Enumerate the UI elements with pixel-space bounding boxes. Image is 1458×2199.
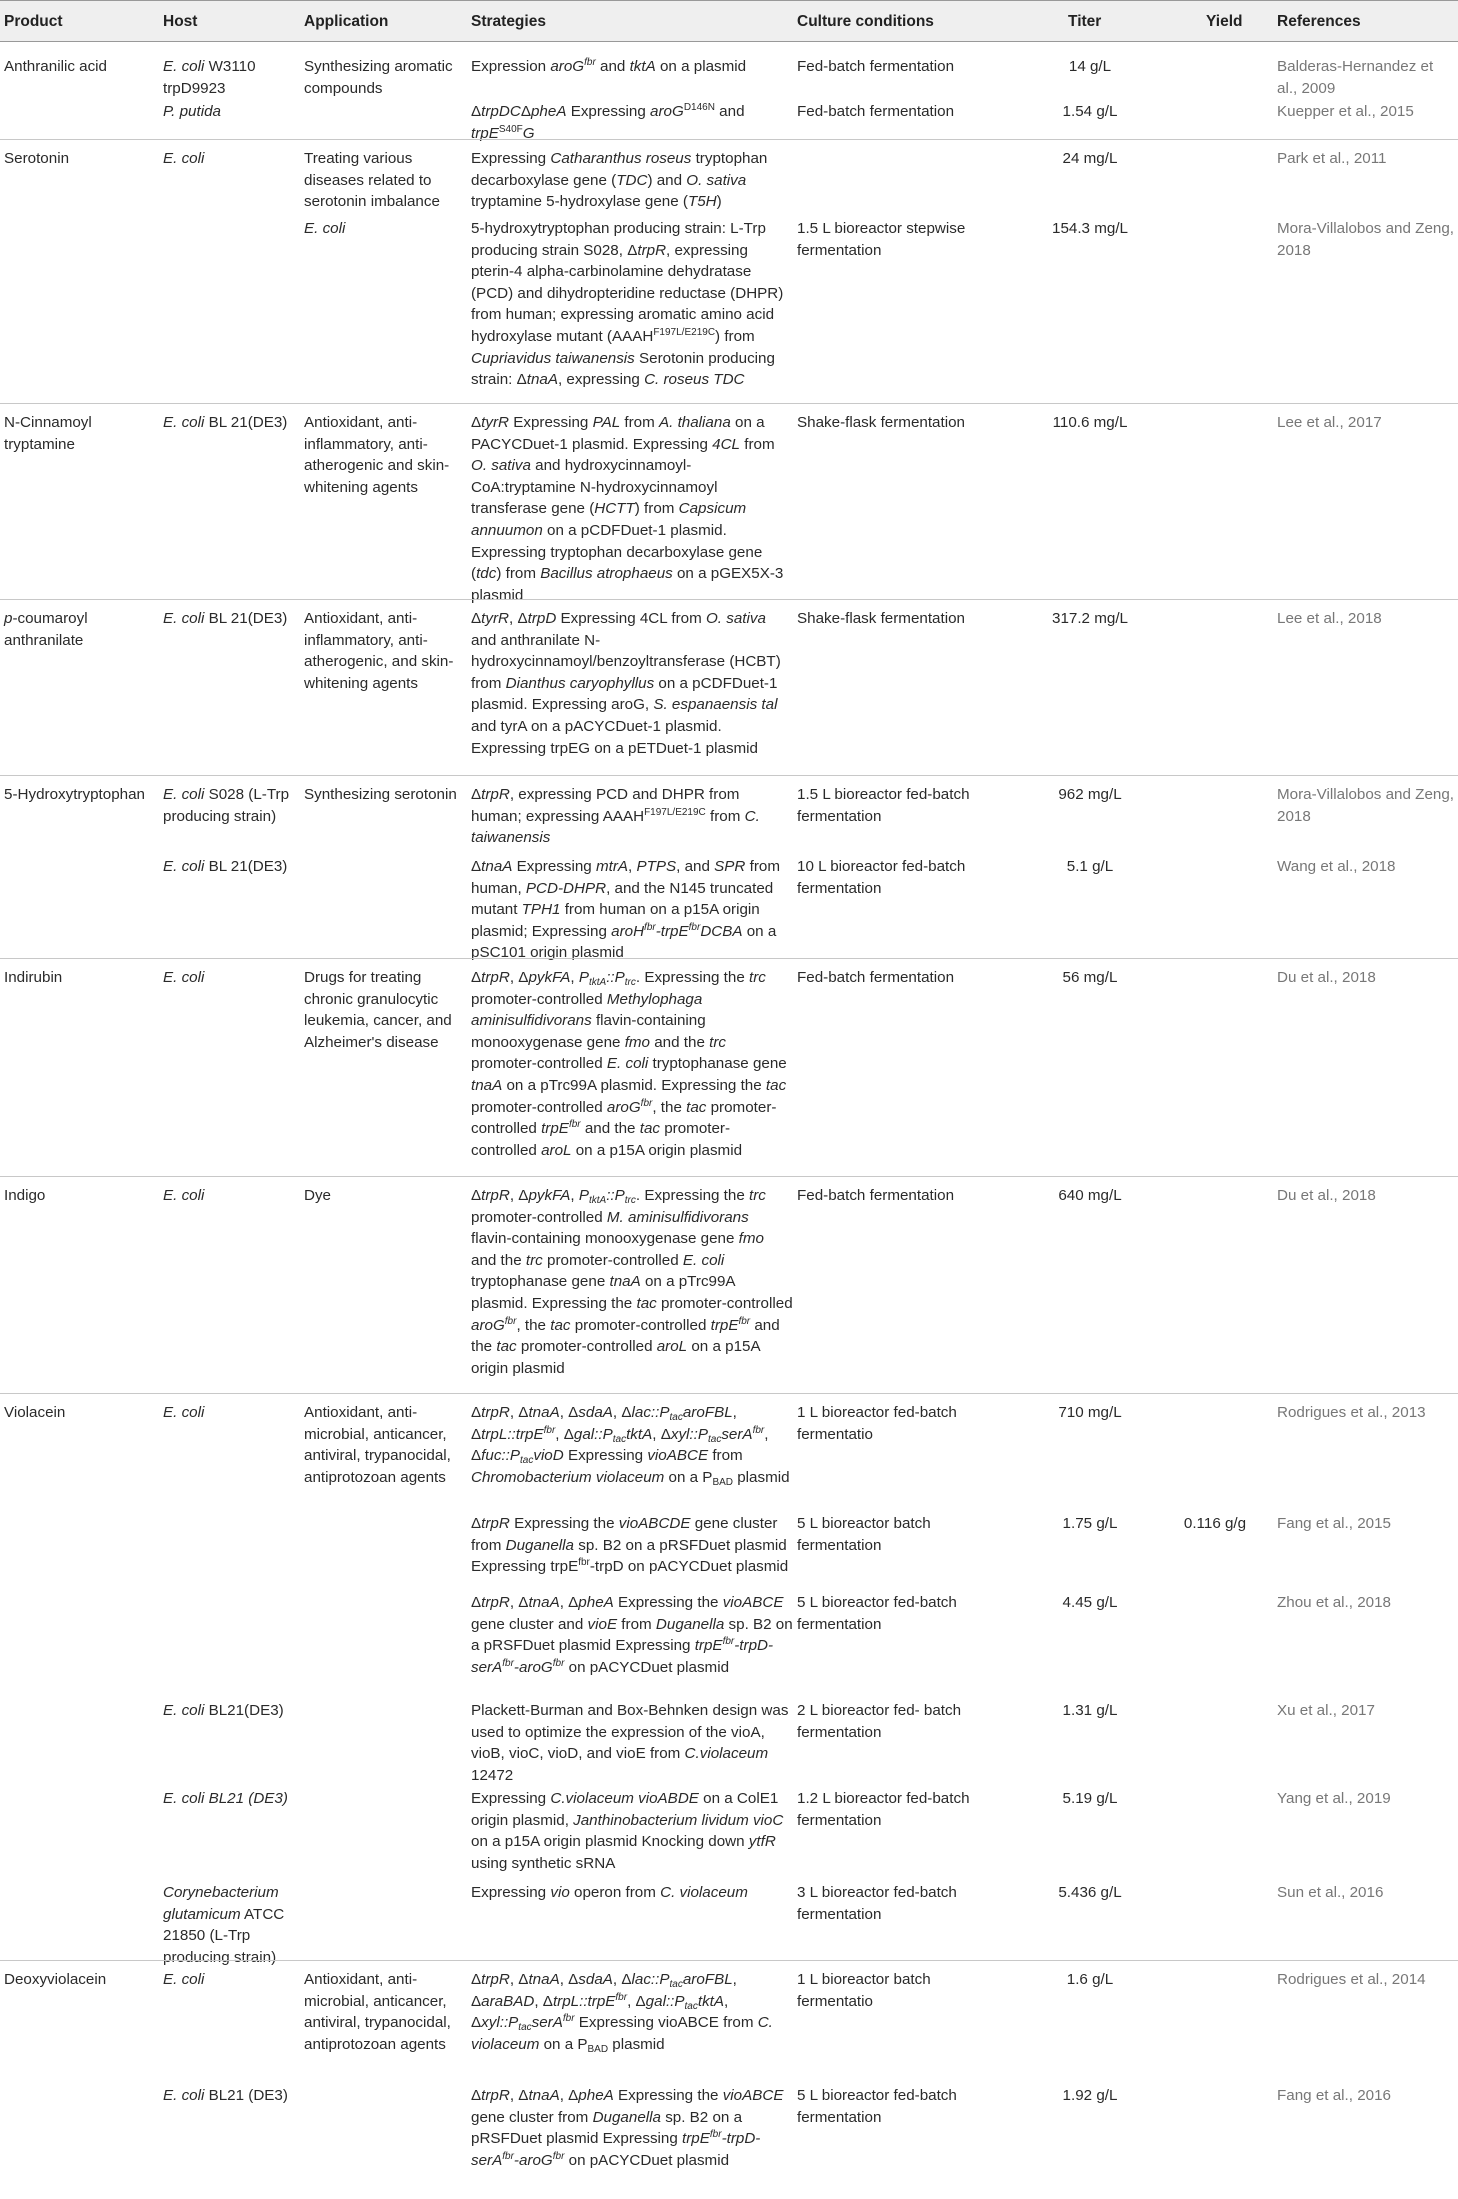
cell-host: E. coli bbox=[163, 150, 205, 167]
cell-strategies: Expression aroG$^{fbr}$ and tktA on a plasmid bbox=[471, 57, 747, 75]
cell-titer: 56 mg/L bbox=[1062, 969, 1118, 986]
cell-culture: Fed-batch fermentation bbox=[797, 1187, 955, 1204]
cell-reference: Kuepper et al., 2015 bbox=[1277, 103, 1414, 120]
cell-product: Indirubin bbox=[4, 969, 63, 986]
cell-culture: 1.2 L bioreactor fed-batch fermentation bbox=[797, 1790, 970, 1829]
cell-titer: 5.1 g/L bbox=[1066, 858, 1114, 875]
table-header bbox=[0, 0, 1458, 42]
cell-product: Deoxyviolacein bbox=[4, 1971, 107, 1988]
cell-culture: 5 L bioreactor fed-batch fermentation bbox=[797, 1594, 957, 1633]
cell-strategies: ΔtrpR, ΔpykFA, $P_{tktA}::P_{trc}$. Expressing the trc promoter-controlled M. aminisulfidivorans flavin-containing monooxygenase gene fmo and the trc promoter-controlled E. coli tryptophanase gene tnaA on a pTrc99A plasmid. Expressing the tac promoter-controlled aroG$^{fbr}$, the tac promoter-controlled trpE$^{fbr}$ and the tac promoter-controlled aroL on a p15A origin plasmid bbox=[471, 1187, 793, 1377]
cell-strategies: ΔtyrR, ΔtrpD Expressing 4CL from O. sativa and anthranilate N-hydroxycinnamoyl/benzoyltransferase (HCBT) from Dianthus caryophyllus on a pCDFDuet-1 plasmid. Expressing aroG, S. espanaensis tal and tyrA on a pACYCDuet-1 plasmid. Expressing trpEG on a pETDuet-1 plasmid bbox=[471, 610, 781, 757]
cell-product: Anthranilic acid bbox=[4, 58, 107, 75]
cell-reference: Yang et al., 2019 bbox=[1277, 1790, 1391, 1807]
cell-host: E. coli BL 21(DE3) bbox=[163, 610, 288, 627]
cell-product: p-coumaroyl anthranilate bbox=[4, 610, 88, 649]
cell-culture: 5 L bioreactor batch fermentation bbox=[797, 1515, 931, 1554]
cell-application: Synthesizing serotonin bbox=[304, 786, 457, 803]
cell-culture: 1.5 L bioreactor fed-batch fermentation bbox=[797, 786, 970, 825]
header-product: Product bbox=[4, 13, 63, 30]
cell-reference: Park et al., 2011 bbox=[1277, 150, 1387, 167]
cell-host: E. coli BL 21(DE3) bbox=[163, 858, 288, 875]
cell-titer: 1.92 g/L bbox=[1062, 2087, 1118, 2104]
cell-reference: Balderas-Hernandez et al., 2009 bbox=[1277, 58, 1434, 97]
cell-titer: 640 mg/L bbox=[1058, 1187, 1122, 1204]
cell-reference: Rodrigues et al., 2013 bbox=[1277, 1404, 1426, 1421]
cell-host: E. coli BL21(DE3) bbox=[163, 1702, 284, 1719]
cell-strategies: Expressing Catharanthus roseus tryptophan decarboxylase gene (TDC) and O. sativa tryptamine 5-hydroxylase gene (T5H) bbox=[471, 150, 768, 211]
row-divider bbox=[0, 1960, 1458, 1961]
cell-reference: Sun et al., 2016 bbox=[1277, 1884, 1384, 1901]
cell-titer: 5.19 g/L bbox=[1062, 1790, 1118, 1807]
cell-host: Corynebacterium glutamicum ATCC 21850 (L-Trp producing strain) bbox=[163, 1884, 285, 1966]
header-application: Application bbox=[304, 13, 389, 30]
cell-strategies: ΔtrpDCΔpheA Expressing aroG$^{D146N}$ and trpE$^{S40F}$G bbox=[471, 102, 745, 142]
row-divider bbox=[0, 1393, 1458, 1394]
cell-culture: 3 L bioreactor fed-batch fermentation bbox=[797, 1884, 957, 1923]
cell-host: P. putida bbox=[163, 103, 221, 120]
cell-strategies: 5-hydroxytryptophan producing strain: L-Trp producing strain S028, ΔtrpR, expressing pterin-4 alpha-carbinolamine dehydratase (PCD) and dihydropteridine reductase (DHPR) from human; expressing aromatic amino acid hydroxylase mutant $(AAAH^{F197L/E219C})$ from Cupriavidus taiwanensis Serotonin producing strain: ΔtnaA, expressing C. roseus TDC bbox=[471, 220, 784, 389]
header-yield: Yield bbox=[1206, 13, 1243, 30]
cell-culture: 10 L bioreactor fed-batch fermentation bbox=[797, 858, 966, 897]
cell-host: E. coli BL21 (DE3) bbox=[163, 2087, 288, 2104]
cell-application: Antioxidant, anti-inflammatory, anti-atherogenic, and skin-whitening agents bbox=[304, 610, 454, 692]
cell-reference: Xu et al., 2017 bbox=[1277, 1702, 1375, 1719]
cell-culture: 2 L bioreactor fed- batch fermentation bbox=[797, 1702, 962, 1741]
cell-host: E. coli bbox=[163, 1971, 205, 1988]
cell-titer: 4.45 g/L bbox=[1062, 1594, 1118, 1611]
row-divider bbox=[0, 958, 1458, 959]
cell-reference: Du et al., 2018 bbox=[1277, 969, 1376, 986]
cell-titer: 962 mg/L bbox=[1058, 786, 1122, 803]
cell-titer: 24 mg/L bbox=[1062, 150, 1118, 167]
cell-application: E. coli bbox=[304, 220, 346, 237]
cell-culture: Shake-flask fermentation bbox=[797, 610, 965, 627]
cell-strategies: ΔtrpR Expressing the vioABCDE gene cluster from Duganella sp. B2 on a pRSFDuet plasmid Expressing trpE$^{fbr}$-trpD on pACYCDuet plasmid bbox=[471, 1515, 789, 1576]
row-divider bbox=[0, 1176, 1458, 1177]
row-divider bbox=[0, 403, 1458, 404]
cell-application: Antioxidant, anti-microbial, anticancer, antiviral, trypanocidal, antiprotozoan agents bbox=[304, 1404, 451, 1486]
cell-culture: Fed-batch fermentation bbox=[797, 103, 955, 120]
cell-strategies: Expressing C.violaceum vioABDE on a ColE1 origin plasmid, Janthinobacterium lividum vioC on a p15A origin plasmid Knocking down ytfR using synthetic sRNA bbox=[471, 1790, 784, 1872]
cell-host: E. coli BL 21(DE3) bbox=[163, 414, 288, 431]
cell-strategies: ΔtrpR, ΔtnaA, ΔsdaA, $\Delta lac::P_{tac}aroFBL$, ΔaraBAD, ΔtrpL::trpE$^{fbr}$, $\Delta gal::P_{tac}tktA$, $\Delta xyl::P_{tac}serA^{fbr}$ Expressing vioABCE from C. violaceum on a $P_{BAD}$ plasmid bbox=[471, 1971, 773, 2055]
cell-application: Drugs for treating chronic granulocytic leukemia, cancer, and Alzheimer's disease bbox=[304, 969, 452, 1051]
cell-culture: 5 L bioreactor fed-batch fermentation bbox=[797, 2087, 957, 2126]
row-divider bbox=[0, 775, 1458, 776]
cell-titer: 154.3 mg/L bbox=[1052, 220, 1128, 237]
cell-titer: 5.436 g/L bbox=[1058, 1884, 1122, 1901]
cell-host: E. coli W3110 trpD9923 bbox=[163, 58, 256, 97]
cell-strategies: ΔtrpR, ΔtnaA, ΔpheA Expressing the vioABCE gene cluster and vioE from Duganella sp. B2 on a pRSFDuet plasmid Expressing trpE$^{fbr}$-trpD-serA$^{fbr}$-aroG$^{fbr}$ on pACYCDuet plasmid bbox=[471, 1594, 793, 1676]
cell-host: E. coli bbox=[163, 1187, 205, 1204]
cell-application: Synthesizing aromatic compounds bbox=[304, 58, 453, 97]
cell-host: E. coli bbox=[163, 1404, 205, 1421]
cell-culture: Fed-batch fermentation bbox=[797, 969, 955, 986]
cell-application: Antioxidant, anti-inflammatory, anti-atherogenic and skin-whitening agents bbox=[304, 414, 450, 496]
header-references: References bbox=[1277, 13, 1361, 30]
cell-culture: 1 L bioreactor batch fermentatio bbox=[797, 1971, 931, 2010]
cell-product: Serotonin bbox=[4, 150, 70, 167]
cell-yield: 0.116 g/g bbox=[1183, 1515, 1247, 1532]
cell-titer: 1.6 g/L bbox=[1066, 1971, 1114, 1988]
cell-titer: 1.75 g/L bbox=[1062, 1515, 1118, 1532]
cell-reference: Lee et al., 2018 bbox=[1277, 610, 1382, 627]
cell-reference: Du et al., 2018 bbox=[1277, 1187, 1376, 1204]
cell-product: Indigo bbox=[4, 1187, 46, 1204]
cell-strategies: ΔtyrR Expressing PAL from A. thaliana on a PACYCDuet-1 plasmid. Expressing 4CL from O. sativa and hydroxycinnamoyl-CoA:tryptamine N-hydroxycinnamoyl transferase gene (HCTT) from Capsicum annuumon on a pCDFDuet-1 plasmid. Expressing tryptophan decarboxylase gene (tdc) from Bacillus atrophaeus on a pGEX5X-3 plasmid bbox=[471, 414, 784, 604]
cell-reference: Wang et al., 2018 bbox=[1277, 858, 1396, 875]
cell-reference: Mora-Villalobos and Zeng, 2018 bbox=[1277, 220, 1455, 259]
cell-host: E. coli bbox=[163, 969, 205, 986]
cell-application: Treating various diseases related to serotonin imbalance bbox=[304, 150, 440, 211]
cell-reference: Fang et al., 2016 bbox=[1277, 2087, 1391, 2104]
cell-reference: Mora-Villalobos and Zeng, 2018 bbox=[1277, 786, 1455, 825]
cell-product: 5-Hydroxytryptophan bbox=[4, 786, 145, 803]
header-host: Host bbox=[163, 13, 198, 30]
cell-strategies: Expressing vio operon from C. violaceum bbox=[471, 1884, 748, 1901]
cell-strategies: ΔtrpR, expressing PCD and DHPR from human; expressing $AAAH^{F197L/E219C}$ from C. taiwanensis bbox=[471, 786, 760, 847]
cell-strategies: Plackett-Burman and Box-Behnken design was used to optimize the expression of the vioA, vioB, vioC, vioD, and vioE from C.violaceum 12472 bbox=[471, 1702, 789, 1784]
cell-reference: Zhou et al., 2018 bbox=[1277, 1594, 1391, 1611]
cell-strategies: ΔtrpR, ΔtnaA, ΔpheA Expressing the vioABCE gene cluster from Duganella sp. B2 on a pRSFDuet plasmid Expressing trpE$^{fbr}$-trpD-serA$^{fbr}$-aroG$^{fbr}$ on pACYCDuet plasmid bbox=[471, 2087, 784, 2169]
cell-product: N-Cinnamoyl tryptamine bbox=[4, 414, 92, 453]
cell-titer: 710 mg/L bbox=[1058, 1404, 1122, 1421]
cell-titer: 317.2 mg/L bbox=[1052, 610, 1128, 627]
cell-culture: 1 L bioreactor fed-batch fermentatio bbox=[797, 1404, 957, 1443]
cell-reference: Fang et al., 2015 bbox=[1277, 1515, 1391, 1532]
cell-application: Antioxidant, anti-microbial, anticancer, antiviral, trypanocidal, antiprotozoan agents bbox=[304, 1971, 451, 2053]
cell-reference: Rodrigues et al., 2014 bbox=[1277, 1971, 1426, 1988]
header-strategies: Strategies bbox=[471, 13, 546, 30]
cell-product: Violacein bbox=[4, 1404, 66, 1421]
cell-reference: Lee et al., 2017 bbox=[1277, 414, 1382, 431]
row-divider bbox=[0, 599, 1458, 600]
cell-host: E. coli BL21 (DE3) bbox=[163, 1790, 288, 1807]
cell-culture: Fed-batch fermentation bbox=[797, 58, 955, 75]
row-divider bbox=[0, 139, 1458, 140]
cell-strategies: ΔtnaA Expressing mtrA, PTPS, and SPR from human, PCD-DHPR, and the N145 truncated mutant TPH1 from human on a p15A origin plasmid; Expressing aroH$^{fbr}$-trpE$^{fbr}$DCBA on a pSC101 origin plasmid bbox=[471, 858, 781, 962]
cell-titer: 14 g/L bbox=[1068, 58, 1112, 75]
cell-application: Dye bbox=[304, 1187, 332, 1204]
cell-titer: 1.54 g/L bbox=[1062, 103, 1118, 120]
cell-strategies: ΔtrpR, ΔpykFA, $P_{tktA}::P_{trc}$. Expressing the trc promoter-controlled Methylophaga aminisulfidivorans flavin-containing monooxygenase gene fmo and the trc promoter-controlled E. coli tryptophanase gene tnaA on a pTrc99A plasmid. Expressing the tac promoter-controlled aroG$^{fbr}$, the tac promoter-controlled trpE$^{fbr}$ and the tac promoter-controlled aroL on a p15A origin plasmid bbox=[471, 969, 787, 1159]
cell-titer: 110.6 mg/L bbox=[1052, 414, 1128, 431]
cell-culture: 1.5 L bioreactor stepwise fermentation bbox=[797, 220, 966, 259]
cell-host: E. coli S028 (L-Trp producing strain) bbox=[163, 786, 290, 825]
cell-titer: 1.31 g/L bbox=[1062, 1702, 1118, 1719]
cell-strategies: ΔtrpR, ΔtnaA, ΔsdaA, $\Delta lac::P_{tac}aroFBL$, ΔtrpL::trpE$^{fbr}$, $\Delta gal::P_{tac}tktA$, $\Delta xyl::P_{tac}serA^{fbr}$, $\Delta fuc::P_{tac}vioD$ Expressing vioABCE from Chromobacterium violaceum on a $P_{BAD}$ plasmid bbox=[471, 1404, 790, 1488]
header-titer: Titer bbox=[1068, 13, 1102, 30]
header-culture-conditions: Culture conditions bbox=[797, 13, 934, 30]
cell-culture: Shake-flask fermentation bbox=[797, 414, 965, 431]
